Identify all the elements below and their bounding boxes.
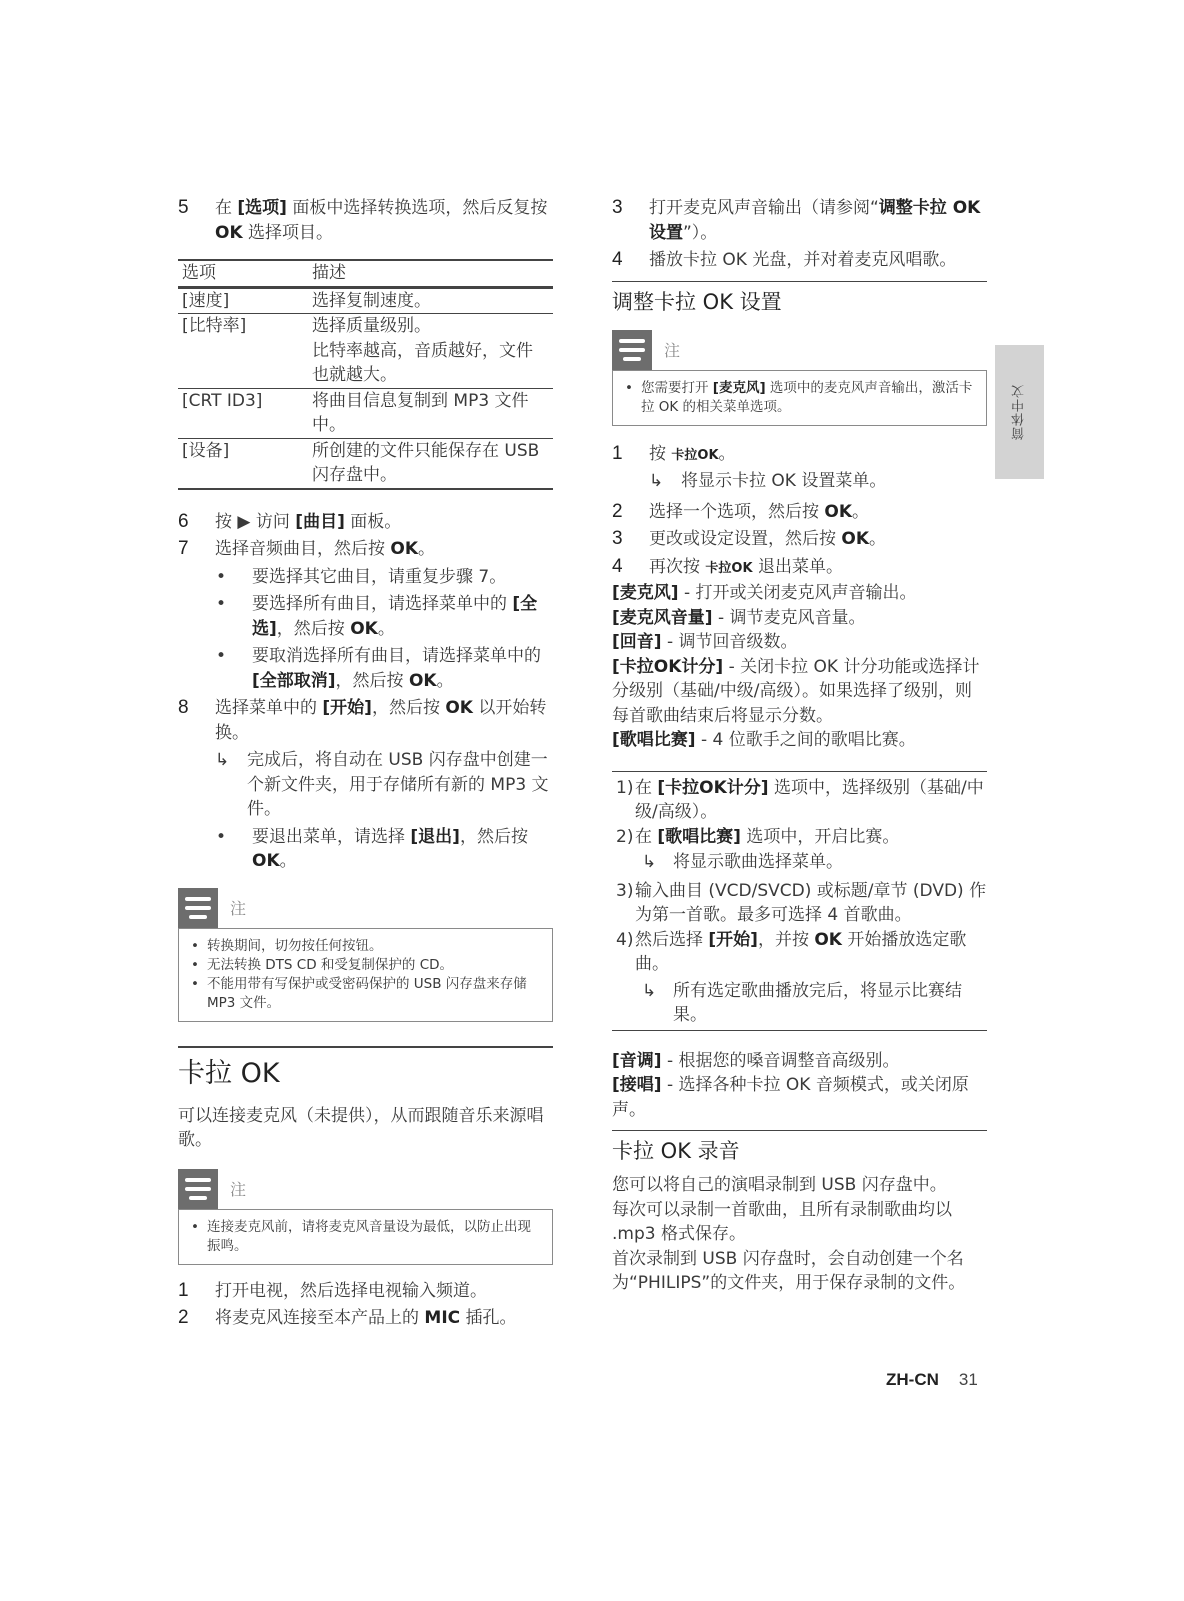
table-cell-option: [设备] bbox=[178, 438, 308, 489]
contest-step-1: 1) 在 [卡拉OK计分] 选项中，选择级别（基础/中级/高级）。 bbox=[616, 777, 984, 822]
table-cell-description: 所创建的文件只能保存在 USB 闪存盘中。 bbox=[308, 438, 553, 489]
note-item: • 无法转换 DTS CD 和受复制保护的 CD。 bbox=[191, 956, 454, 973]
result-arrow-icon: ↳ bbox=[642, 852, 657, 872]
note-title: 注 bbox=[230, 1180, 247, 1199]
bullet-icon: • bbox=[216, 566, 227, 587]
result-item: ↳ 将显示卡拉 OK 设置菜单。 bbox=[612, 469, 987, 494]
bullet-icon: • bbox=[216, 594, 227, 614]
record-paragraph: 每次可以录制一首歌曲，且所有录制歌曲均以 .mp3 格式保存。 bbox=[612, 1199, 952, 1244]
contest-box bbox=[612, 771, 987, 1031]
contest-step-3: 3) 输入曲目 (VCD/SVCD) 或标题/章节 (DVD) 作为第一首歌。最多可选择 4 首歌曲。 bbox=[616, 880, 987, 925]
section-heading-karaoke: 卡拉 OK bbox=[178, 1046, 553, 1090]
footer-language-code: ZH-CN bbox=[886, 1370, 939, 1389]
adjust-step-1: 1 按 卡拉OK。 bbox=[612, 442, 736, 464]
result-item: ↳ 将显示歌曲选择菜单。 bbox=[612, 850, 987, 875]
section-heading-adjust: 调整卡拉 OK 设置 bbox=[612, 281, 987, 316]
result-arrow-icon: ↳ bbox=[215, 750, 230, 770]
table-row bbox=[178, 388, 553, 438]
result-arrow-icon: ↳ bbox=[649, 471, 664, 491]
note-box bbox=[612, 370, 987, 426]
list-item: • 要取消选择所有曲目，请选择菜单中的 [全部取消]，然后按 OK。 bbox=[216, 646, 541, 691]
note-box bbox=[178, 928, 553, 1022]
note-microphone bbox=[178, 1169, 553, 1265]
step-5: 5 在 [选项] 面板中选择转换选项，然后反复按 OK 选择项目。 bbox=[178, 197, 548, 243]
list-item: • 要退出菜单，请选择 [退出]，然后按 OK。 bbox=[216, 826, 528, 871]
step-number: 5 bbox=[178, 197, 189, 218]
step-3: 3 打开麦克风声音输出（请参阅“调整卡拉 OK 设置”）。 bbox=[612, 197, 981, 243]
note-item: • 您需要打开 [麦克风] 选项中的麦克风声音输出，激活卡拉 OK 的相关菜单选项。 bbox=[625, 379, 973, 415]
step-7: 7 选择音频曲目，然后按 OK。 bbox=[178, 538, 436, 559]
table-cell-description: 选择复制速度。 bbox=[308, 287, 553, 314]
language-tab-label: 简体中文 bbox=[1012, 384, 1027, 440]
record-paragraph: 首次录制到 USB 闪存盘时，会自动创建一个名为“PHILIPS”的文件夹，用于保存录制的文件。 bbox=[612, 1248, 966, 1293]
note-item: • 转换期间，切勿按任何按钮。 bbox=[191, 937, 383, 954]
note-item: • 不能用带有写保护或受密码保护的 USB 闪存盘来存储 MP3 文件。 bbox=[191, 975, 527, 1011]
setting-score: [卡拉OK计分] - 关闭卡拉 OK 计分功能或选择计分级别（基础/中级/高级）。如果选择了级别，则每首歌曲结束后将显示分数。 bbox=[612, 656, 980, 726]
karaoke-intro: 可以连接麦克风（未提供），从而跟随音乐来源唱歌。 bbox=[178, 1105, 544, 1150]
table-header-cell: 描述 bbox=[308, 260, 553, 287]
note-item: • 连接麦克风前，请将麦克风音量设为最低，以防止出现振鸣。 bbox=[191, 1218, 531, 1254]
table-header-cell: 选项 bbox=[178, 260, 308, 287]
contest-step-2: 2) 在 [歌唱比赛] 选项中，开启比赛。 bbox=[616, 826, 900, 847]
adjust-step-4: 4 再次按 卡拉OK 退出菜单。 bbox=[612, 555, 843, 577]
list-item: • 要选择所有曲目，请选择菜单中的 [全选]，然后按 OK。 bbox=[216, 594, 538, 639]
note-conversion bbox=[178, 888, 553, 1022]
step-6: 6 按 ▶ 访问 [曲目] 面板。 bbox=[178, 510, 402, 532]
options-table bbox=[178, 259, 553, 490]
adjust-step-3: 3 更改或设定设置，然后按 OK。 bbox=[612, 528, 887, 549]
step-2: 2 将麦克风连接至本产品上的 MIC 插孔。 bbox=[178, 1307, 517, 1328]
table-row bbox=[178, 438, 553, 489]
setting-mic: [麦克风] - 打开或关闭麦克风声音输出。 bbox=[612, 583, 917, 603]
table-cell-description: 将曲目信息复制到 MP3 文件中。 bbox=[308, 388, 553, 438]
setting-vocal: [接唱] - 选择各种卡拉 OK 音频模式，或关闭原声。 bbox=[612, 1075, 969, 1120]
page-number: 31 bbox=[958, 1370, 978, 1389]
record-paragraph: 您可以将自己的演唱录制到 USB 闪存盘中。 bbox=[612, 1175, 947, 1195]
table-cell-description: 选择质量级别。 比特率越高，音质越好，文件也就越大。 bbox=[308, 314, 553, 389]
list-item: • 要选择其它曲目，请重复步骤 7。 bbox=[178, 565, 553, 590]
table-cell-option: [CRT ID3] bbox=[178, 388, 308, 438]
adjust-step-2: 2 选择一个选项，然后按 OK。 bbox=[612, 500, 870, 522]
right-column bbox=[612, 196, 987, 1296]
note-box bbox=[178, 1209, 553, 1265]
page-footer bbox=[886, 1370, 978, 1390]
result-item: ↳ 所有选定歌曲播放完后，将显示比赛结果。 bbox=[642, 980, 962, 1025]
setting-mic-volume: [麦克风音量] - 调节麦克风音量。 bbox=[612, 607, 866, 628]
note-icon bbox=[612, 330, 652, 370]
note-enable-mic bbox=[612, 330, 987, 426]
result-arrow-icon: ↳ bbox=[642, 980, 657, 1001]
left-column bbox=[178, 196, 553, 1331]
result-item: ↳ 完成后，将自动在 USB 闪存盘中创建一个新文件夹，用于存储所有新的 MP3 文件。 bbox=[215, 750, 549, 819]
table-row bbox=[178, 287, 553, 314]
note-title: 注 bbox=[664, 341, 681, 360]
bullet-icon: • bbox=[216, 646, 227, 666]
contest-step-4: 4) 然后选择 [开始]，并按 OK 开始播放选定歌曲。 bbox=[616, 929, 967, 974]
note-title: 注 bbox=[230, 899, 247, 918]
setting-pitch: [音调] - 根据您的嗓音调整音高级别。 bbox=[612, 1050, 900, 1071]
step-1: 1 打开电视，然后选择电视输入频道。 bbox=[178, 1279, 487, 1301]
step-8: 8 选择菜单中的 [开始]，然后按 OK 以开始转换。 bbox=[178, 697, 547, 743]
note-icon bbox=[178, 1169, 218, 1209]
table-header-row bbox=[178, 260, 553, 287]
setting-echo: [回音] - 调节回音级数。 bbox=[612, 632, 798, 652]
table-cell-option: [速度] bbox=[178, 287, 308, 314]
bullet-icon: • bbox=[216, 826, 227, 847]
step-4: 4 播放卡拉 OK 光盘，并对着麦克风唱歌。 bbox=[612, 249, 957, 270]
note-icon bbox=[178, 888, 218, 928]
table-cell-option: [比特率] bbox=[178, 314, 308, 389]
language-side-tab bbox=[995, 345, 1044, 479]
section-heading-record: 卡拉 OK 录音 bbox=[612, 1130, 987, 1165]
table-row bbox=[178, 314, 553, 389]
setting-contest: [歌唱比赛] - 4 位歌手之间的歌唱比赛。 bbox=[612, 730, 916, 750]
